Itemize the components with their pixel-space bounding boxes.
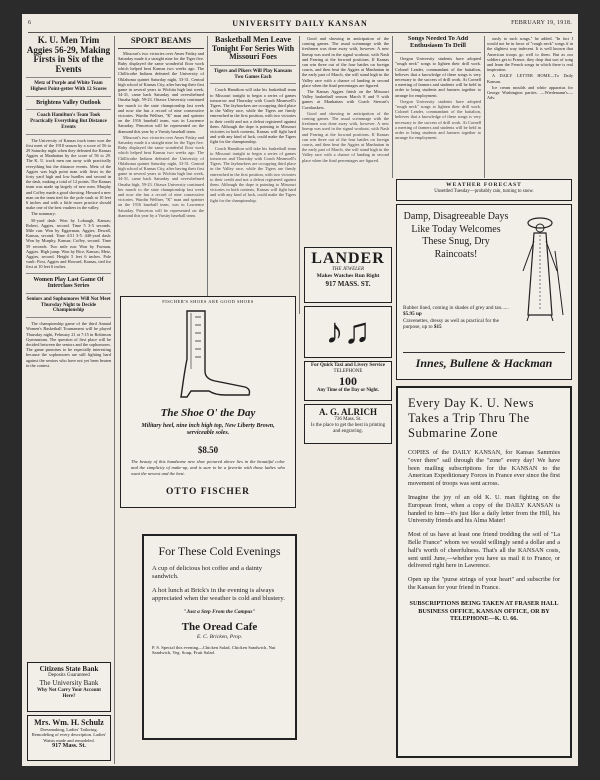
column-rule (207, 36, 208, 314)
column-track-meet (26, 36, 111, 762)
subhead-outlook: Brightens Valley Outlook (36, 99, 101, 106)
ad-alrich-printing (304, 404, 392, 444)
cafe-owner: E. C. Bricken, Prop. (196, 633, 243, 640)
column-rule (484, 36, 485, 178)
lander-tagline: Makes Watches Run Right (316, 273, 380, 279)
weather-text: Unsettled Tuesday—probably rain, turning to snow. (434, 189, 534, 194)
bank-question: Why Not Carry Your Account Here? (37, 688, 101, 699)
raincoat-copy (403, 305, 513, 331)
kansan-imagine: Imagine the joy of an old K. U. man fighting on the European front, when a copy of the DAILY KANSAN is handed to him—it's just like a daily letter from the Hill, his University friends and his Alma Mater! (408, 493, 560, 525)
shoe-title: The Shoe O' the Day (160, 407, 256, 419)
column-songs-cont (487, 36, 573, 176)
summary-body: 50-yard dash: Won by Lobaugh, Kansas; Robert, Aggies, second. Time 5 3-5 seconds. Mile run: Won by Eggerman, Aggies; Dewall, Kansas, second. Time 4:51 3-5. 440-yard dash: Won by Murphy, Kansas; Coffey, second. Time 59 seconds. Two mile run: Won by Forman, Aggies. High jump: Won by Rice, Kansas; Metz, Aggies, second. Height 5 feet 6 inches. Pole vault: First, Aggies and Howard, Kansas, tied for first at 10 feet 6 inches. (26, 217, 111, 270)
woman-raincoat-icon (515, 211, 565, 323)
taxi-title: For Quick Taxi and Livery Service (311, 363, 385, 368)
cafe-tagline: "Just a Step From the Campus" (183, 608, 256, 615)
ad-fischer-shoe (120, 296, 296, 508)
women-game-body: The championship game of the third Annual Women's Basketball Tournament will be played Thursday night, February 21 at 7:15 in Robinson Gymnasium. The question of first place will be decided between the seniors and the sophomores. The game promises to be especially interesting because the sophomores are still fighting hard against the seniors who have not yet been beaten in the contest. (26, 321, 111, 368)
weather-title: WEATHER FORECAST (446, 182, 522, 188)
kansan-subscribe-info: SUBSCRIPTIONS BEING TAKEN AT FRASER HALL BUSINESS OFFICE, KANSAN OFFICE, OR BY TELEPHONE—K. U. 66. (409, 599, 559, 623)
headline-sport-beams: SPORT BEAMS (118, 36, 204, 49)
shoe-price: $8.50 (197, 445, 219, 455)
newspaper-page (22, 14, 578, 766)
lander-name: LANDER (311, 250, 385, 267)
bank-tagline: The University Bank (39, 679, 99, 687)
ice-cream-note: Ice cream moulds and white apparatus for George Washington parties. —Wiedemann's.—Adv. (487, 84, 573, 101)
kansan-copies: COPIES of the DAILY KANSAN, for Kansas Sammies "over there" sail through the "zone" every day! We have been mailing subscriptions for the KANSAN to the American Expeditionary Forces in France ever since the first movement of troops was sent across. (408, 449, 560, 488)
fischer-slogan: FISCHER'S SHOES ARE GOOD SHOES (162, 299, 254, 304)
page-number: 6 (28, 20, 32, 26)
cafe-hot-lunch: A hot lunch at Brick's in the evening is always appreciated when the weather is cold and blustery. (152, 586, 285, 603)
store-otto-fischer: OTTO FISCHER (166, 487, 250, 497)
subhead-women-game: Seniors and Sophomores Will Not Meet Thursday Night to Decide Championship (26, 296, 111, 314)
kansan-headline: Every Day K. U. News Takes a Trip Thru The Submarine Zone (408, 396, 534, 440)
newspaper-title: UNIVERSITY DAILY KANSAN (232, 19, 368, 28)
cafe-headline: For These Cold Evenings (158, 544, 281, 558)
issue-date: FEBRUARY 19, 1918. (511, 20, 572, 26)
headline-women-game: Women Play Last Game Of Interclass Series (33, 276, 104, 290)
raincoat-cravenettes: Cravenettes, dressy as well as practical for the purpose, up to (403, 317, 499, 331)
raincoat-price-2: $15 (433, 324, 442, 331)
headline-songs: Songs Needed To Add Enthusiasm To Drill (407, 36, 469, 49)
songs-cont-body: ously to such songs," he added. "In fact I would not be in favor of "rough neck" songs if in the slightest way indecent. It is well known that American troops go well to them. But as our soldiers get to France, they drop that sort of song and learn the French songs in which there is real inspiration. (487, 36, 573, 73)
shoe-description: The beauty of this handsome new shoe pictured above lies in the beautiful color and the simplicity of make-up, and is sure to be a favorite with those ladies who want the newest and the best. (131, 459, 285, 476)
boot-icon (165, 309, 253, 403)
headline-track-meet: K. U. Men Trim Aggies 56-29, Making Firsts in Six of the Events (26, 36, 111, 74)
raincoat-headline: Damp, Disagreeable Days Like Today Welcomes These Snug, Dry Raincoats! (403, 211, 509, 260)
ad-raincoats (396, 204, 572, 380)
kansan-friend: Most of us have at least one friend trodding the soil of "La Belle France" whom we would willingly send a dollar and a half's worth of cheerfulness. That's all the KANSAN costs, sent until June,—whether you have us mail it to France, or delivered right here in Lawrence. (408, 531, 560, 570)
column-sport-beams (118, 36, 204, 312)
taxi-label: TELEPHONE (333, 369, 363, 374)
ad-music-notes (304, 306, 392, 358)
taxi-number: 100 (339, 374, 357, 388)
ad-lander-jeweler (304, 247, 392, 303)
schulz-services: Dressmaking, Ladies' Tailoring. Remodeling of every description. Ladies' Waists made and remodeled. (31, 727, 107, 743)
headline-basketball: Basketball Men Leave Tonight For Series With Missouri Foes (211, 36, 295, 62)
column-rule (392, 36, 393, 178)
masthead (28, 18, 572, 33)
songs-body: Oregon University students have adopted "rough neck" songs to lighten their drill work. Colonel Leader, commandant of the battalion, believes that a knowledge of these songs is very necessary to the success of drill work. At Cornell a meeting of farmers and students will be held in order to bring students and farmers together to arrange for employment. (395, 56, 481, 98)
kansan-purse-strings: Open up the "purse strings of your heart" and subscribe for the Kansan for your friend in France. (408, 576, 560, 591)
sport-beams-body-cont: Missouri's two victories over Ames Friday and Saturday made it a straight nine for the Tiger five. Ruby displayed the same wonderful floor work which helped beat Kansas two weeks ago. The Chillicothe Indians defeated the University of Oklahoma quintet Saturday night, 33-31. Central high school of Kansas City, after having their first game in several years to Wichita high last week, 34-31, came back Saturday and overwhelmed Omaha high, 59-23. Ottawa University continued her march to the state championship last week and now she has a record of nine consecutive victories. Wardin Wellner, "K" man and sprinter on the 1916 baseball team, was in Lawrence Saturday. Princeton will be represented on the diamond this year by a Varsity baseball team. (118, 134, 204, 218)
raincoat-rubber-lined: Rubber lined, coming in shades of grey and tan...... (403, 305, 509, 311)
lander-subtitle: THE JEWELER (331, 267, 365, 272)
weather-forecast (396, 179, 572, 201)
schulz-name: Mrs. Wm. H. Schulz (34, 718, 104, 727)
basketball-cont-body: Good and showing in anticipation of the coming games. The usual scrimmage with the freshmen was done away with, however. A new lineup was used in the signal workout, with Nash and Fearing at the forward positions. If Kansas can win three out of the four battles on foreign courts, and then beat the Aggies at Manhattan in the early part of March, she will stand high in the Valley race with a chance of landing in second place when the final percentages are figured. (302, 36, 389, 88)
ad-taxi-service (304, 361, 392, 401)
alrich-address: 736 Mass. St. (334, 417, 362, 422)
songs-body-cont: Oregon University students have adopted "rough neck" songs to lighten their drill work. Colonel Leader, commandant of the battalion, believes that a knowledge of these songs is very necessary to the success of drill work. At Cornell a meeting of farmers and students will be held in order to bring students and farmers together to arrange for employment. (395, 98, 481, 141)
raincoat-price-1: $5.95 up (403, 311, 422, 318)
lander-address: 917 MASS. ST. (325, 280, 371, 288)
ad-schulz-dressmaking (27, 715, 111, 761)
article-body: The University of Kansas track team won the first meet of the 1918 season by a score of 56 to 29 Saturday night when they defeated the Kansas Aggies at Manhattan by the score of 56 to 29. The K. U. track men ran away with practically everything but the distance events. Metz of the Aggies was high point man with firsts in the forty yard high and low hurdles and second in the dash, making a total of 12 points. The Kansas team was made up largely of new men. Murphy and Coffey made a good showing. Howard a new man on the team tied for the pole vault at 10 feet 6 inches and with a little more practice should make one of the best vaulters in the valley. (26, 137, 111, 211)
basketball-body-cont: Coach Hamilton will take his basketball team to Missouri tonight to begin a series of games tomorrow and Thursday with Coach Meanwell's Tigers. The Jayhawkers are occupying third place in the Valley race, while the Tigers are firmly entrenched in the first position, with two victories to their credit and not a defeat registered against them. Although the dope is pointing to Missouri victories in both contests, Kansas will fight hard and with any kind of luck, could make the Tigers fight for the championship. (210, 145, 296, 203)
basketball-cont-more: Good and showing in anticipation of the coming games. The usual scrimmage with the freshmen was done away with, however. A new lineup was used in the signal workout, with Nash and Fearing at the forward positions. If Kansas can win three out of the four battles on foreign courts, and then beat the Aggies at Manhattan in the early part of March, she will stand high in the Valley race with a chance of landing in second place when the final percentages are figured. (302, 110, 389, 163)
cafe-special: P. S. Special this evening—Chicken Salad, Chicken Sandwich, Nut Sandwich, Veg. Soup, Fruit Salad. (152, 644, 276, 656)
shoe-subtitle: Military heel, nine inch high top, New Liberty Brown, serviceable soles. (141, 423, 275, 437)
column-rule (299, 36, 300, 314)
subhead-basketball: Tigers and Pikers Will Play Kansans Two Games Each (213, 68, 293, 80)
cafe-name: The Oread Cafe (181, 620, 258, 633)
store-innes-bullene-hackman: Innes, Bullene & Hackman (403, 352, 565, 370)
ad-daily-kansan-subscriptions (396, 386, 572, 758)
bank-deposits: Deposits Guaranteed (48, 673, 90, 678)
cafe-coffee: A cup of delicious hot coffee and a dainty sandwich. (152, 565, 263, 581)
taxi-line: Any Time of the Day or Night. (317, 388, 379, 393)
column-rule (114, 36, 115, 764)
basketball-body: Coach Hamilton will take his basketball team to Missouri tonight to begin a series of games tomorrow and Thursday with Coach Meanwell's Tigers. The Jayhawkers are occupying third place in the Valley race, while the Tigers are firmly entrenched in the first position, with two victories to their credit and not a defeat registered against them. Although the dope is pointing to Missouri victories in both contests, Kansas will fight hard and with any kind of luck, could make the Tigers fight for the championship. (210, 87, 296, 145)
ad-oread-cafe (142, 534, 297, 740)
bank-name: Citizens State Bank (39, 665, 99, 673)
column-basketball-cont (302, 36, 389, 264)
subhead-metz: Metz of Purple and White Team Highest Point-getter With 12 Scores (30, 81, 107, 92)
music-notes-icon: ♪♫ (325, 311, 371, 351)
schulz-address: 917 Mass. St. (52, 743, 86, 750)
alrich-name: A. G. ALRICH (318, 407, 377, 417)
ad-citizens-bank (27, 662, 111, 712)
alrich-body: Is the place to get the best in printing and engraving. (310, 423, 386, 434)
sport-beams-body: Missouri's two victories over Ames Friday and Saturday made it a straight nine for the Tiger five. Ruby displayed the same wonderful floor work which helped beat Kansas two weeks ago. The Chillicothe Indians defeated the University of Oklahoma quintet Saturday night, 33-31. Central high school of Kansas City, after having their first game in several years to Wichita high last week, 34-31, came back Saturday and overwhelmed Omaha high, 59-23. Ottawa University continued her march to the state championship last week and now she has a record of nine consecutive victories. Wardin Wellner, "K" man and sprinter on the 1916 baseball team, was in Lawrence Saturday. Princeton will be represented on the diamond this year by a Varsity baseball team. (118, 50, 204, 134)
column-basketball (210, 36, 296, 312)
subhead-hamilton: Coach Hamilton's Team Took Practically Everything But Distance Events (30, 113, 107, 130)
summary-title: The summary: (31, 211, 56, 217)
basketball-cont-bottom: The Kansas Aggies finish on the Missouri Valley basketball season March 8 and 9 with games at Manhattan with Coach Stewart's Cornhuskers. (302, 89, 389, 110)
letter-home-note: A DAILY LETTER HOME—To Daily Kansan. (487, 73, 573, 84)
column-songs (395, 36, 481, 176)
